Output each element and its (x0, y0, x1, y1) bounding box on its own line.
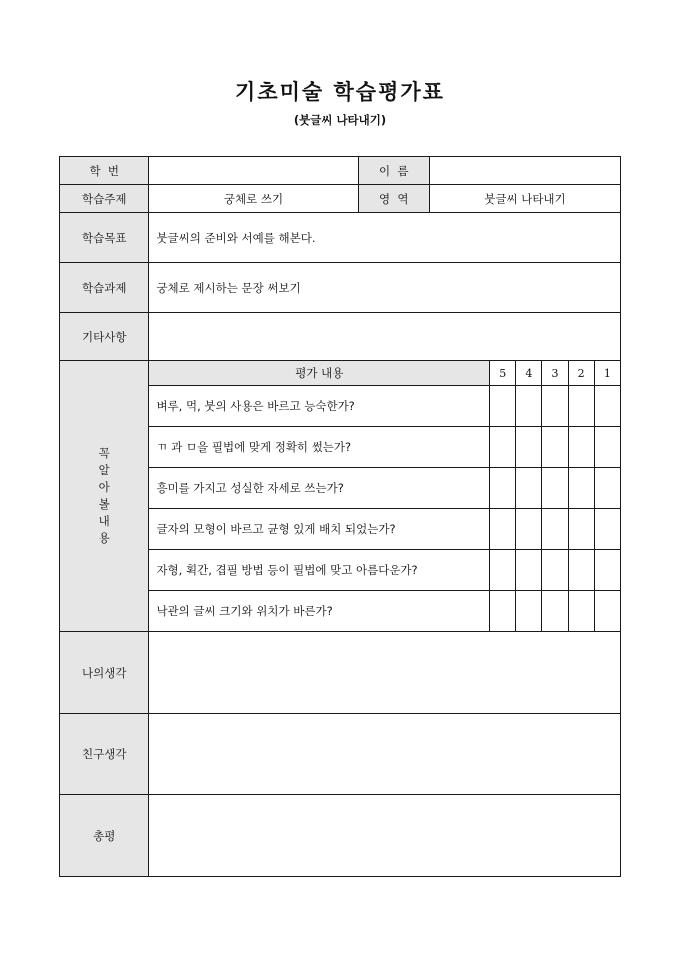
score-cell-3[interactable] (542, 550, 568, 591)
score-cell-1[interactable] (594, 509, 620, 550)
overall-review-field[interactable] (149, 795, 621, 877)
overall-review-label: 총평 (60, 795, 149, 877)
task-label: 학습과제 (60, 263, 149, 313)
score-cell-3[interactable] (542, 386, 568, 427)
score-cell-4[interactable] (516, 427, 542, 468)
task-value: 궁체로 제시하는 문장 써보기 (149, 263, 621, 313)
score-cell-5[interactable] (490, 427, 516, 468)
page-title: 기초미술 학습평가표 (235, 79, 445, 104)
side-char: 꼭 (98, 446, 110, 460)
topic-row (60, 185, 621, 213)
score-cell-4[interactable] (516, 386, 542, 427)
friend-reflection-field[interactable] (149, 714, 621, 795)
score-cell-4[interactable] (516, 509, 542, 550)
score-cell-3[interactable] (542, 591, 568, 632)
self-reflection-label: 나의생각 (60, 632, 149, 714)
evaluation-item-text: ㄲ 과 ㅁ을 필법에 맞게 정확히 썼는가? (149, 427, 490, 468)
name-field[interactable] (429, 157, 620, 185)
score-header-2: 2 (568, 361, 594, 386)
etc-field[interactable] (149, 313, 621, 361)
self-reflection-row (60, 632, 621, 714)
score-cell-5[interactable] (490, 386, 516, 427)
side-char: 볼 (98, 497, 110, 511)
score-cell-1[interactable] (594, 468, 620, 509)
student-number-row (60, 157, 621, 185)
content-header: 평가 내용 (149, 361, 490, 386)
friend-reflection-row (60, 714, 621, 795)
name-label: 이 름 (358, 157, 429, 185)
evaluation-item-text: 벼루, 먹, 붓의 사용은 바르고 능숙한가? (149, 386, 490, 427)
etc-label: 기타사항 (60, 313, 149, 361)
topic-label: 학습주제 (60, 185, 149, 213)
score-cell-4[interactable] (516, 550, 542, 591)
score-cell-2[interactable] (568, 509, 594, 550)
side-char: 용 (98, 531, 110, 545)
task-row (60, 263, 621, 313)
score-header-1: 1 (594, 361, 620, 386)
goal-label: 학습목표 (60, 213, 149, 263)
overall-review-row (60, 795, 621, 877)
score-cell-3[interactable] (542, 468, 568, 509)
score-cell-5[interactable] (490, 468, 516, 509)
score-cell-1[interactable] (594, 427, 620, 468)
score-cell-2[interactable] (568, 550, 594, 591)
score-header-5: 5 (490, 361, 516, 386)
topic-value: 궁체로 쓰기 (149, 185, 358, 213)
score-cell-5[interactable] (490, 591, 516, 632)
score-cell-4[interactable] (516, 468, 542, 509)
page-subtitle: (붓글씨 나타내기) (293, 113, 387, 127)
evaluation-item-text: 글자의 모형이 바르고 균형 있게 배치 되었는가? (149, 509, 490, 550)
student-number-label: 학 번 (60, 157, 149, 185)
score-cell-1[interactable] (594, 591, 620, 632)
evaluation-item-text: 흥미를 가지고 성실한 자세로 쓰는가? (149, 468, 490, 509)
score-cell-1[interactable] (594, 386, 620, 427)
score-cell-5[interactable] (490, 550, 516, 591)
evaluation-side-label (60, 361, 149, 632)
self-reflection-field[interactable] (149, 632, 621, 714)
side-char: 내 (98, 514, 110, 528)
evaluation-item-text: 낙관의 글씨 크기와 위치가 바른가? (149, 591, 490, 632)
score-cell-4[interactable] (516, 591, 542, 632)
score-cell-3[interactable] (542, 427, 568, 468)
score-cell-2[interactable] (568, 468, 594, 509)
evaluation-form-table (59, 156, 621, 877)
score-cell-3[interactable] (542, 509, 568, 550)
student-number-field[interactable] (149, 157, 358, 185)
side-char: 알 (98, 463, 110, 477)
friend-reflection-label: 친구생각 (60, 714, 149, 795)
score-header-3: 3 (542, 361, 568, 386)
etc-row (60, 313, 621, 361)
goal-value: 붓글씨의 준비와 서예를 해본다. (149, 213, 621, 263)
goal-row (60, 213, 621, 263)
score-cell-5[interactable] (490, 509, 516, 550)
area-label: 영 역 (358, 185, 429, 213)
area-value: 붓글씨 나타내기 (429, 185, 620, 213)
evaluation-item-text: 자형, 획간, 겹필 방법 등이 필법에 맞고 아름다운가? (149, 550, 490, 591)
evaluation-header-row (60, 361, 621, 386)
score-cell-2[interactable] (568, 386, 594, 427)
score-header-4: 4 (516, 361, 542, 386)
score-cell-1[interactable] (594, 550, 620, 591)
score-cell-2[interactable] (568, 591, 594, 632)
score-cell-2[interactable] (568, 427, 594, 468)
side-char: 아 (98, 480, 110, 494)
